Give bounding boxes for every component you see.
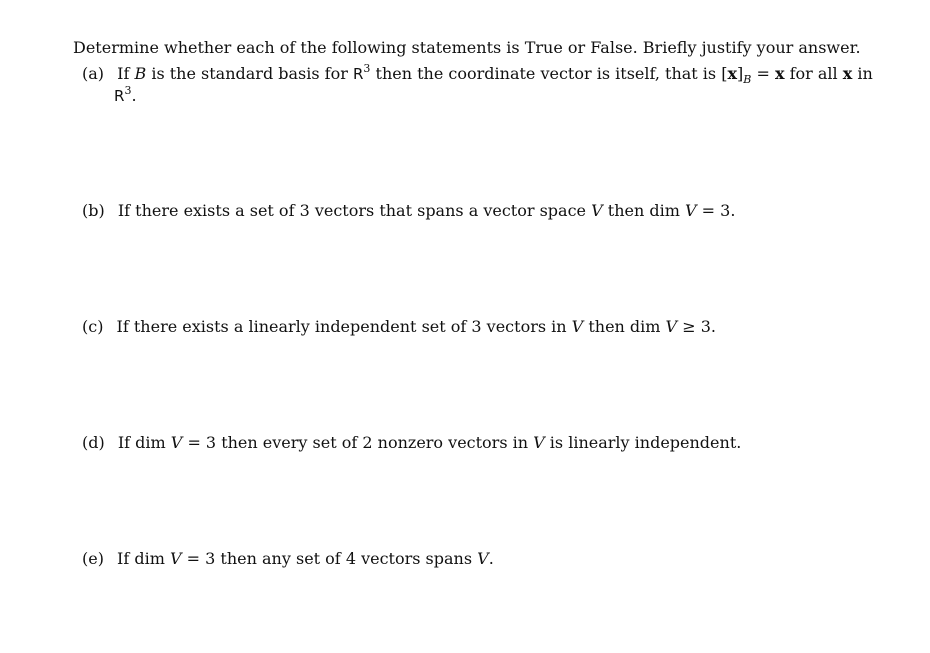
item-a-text-5: in xyxy=(857,64,873,83)
item-b-label: (b) xyxy=(82,201,105,220)
item-c-text-1: If there exists a linearly independent set of 3 vectors in xyxy=(116,317,567,336)
item-a-text-1: If xyxy=(117,64,130,83)
vector-x-symbol: x xyxy=(727,64,737,83)
vector-x-symbol: x xyxy=(774,64,785,83)
instructions-text: Determine whether each of the following statements is True or False. Briefly justify your answer. xyxy=(73,38,861,57)
space-v-symbol: V xyxy=(684,201,697,220)
item-b-text-2: then dim xyxy=(607,201,680,220)
basis-subscript: B xyxy=(743,73,752,86)
item-d-text-1: If dim xyxy=(117,433,166,452)
item-e xyxy=(82,549,494,569)
item-e-text-2: = 3 then any set of 4 vectors spans xyxy=(186,549,473,568)
item-a-text-3: then the coordinate vector is itself, that is [ xyxy=(375,64,728,83)
space-v-symbol: V xyxy=(533,433,545,452)
item-b-text-1: If there exists a set of 3 vectors that spans a vector space xyxy=(117,201,587,220)
item-a-text-2: is the standard basis for xyxy=(151,64,348,83)
item-a xyxy=(82,64,873,84)
item-e-period: . xyxy=(488,549,494,568)
item-a-bracket-close: ] xyxy=(737,64,744,83)
item-d-label: (d) xyxy=(82,433,105,452)
item-e-label: (e) xyxy=(82,549,104,568)
item-b-text-3: = 3. xyxy=(701,201,736,220)
item-b xyxy=(82,201,735,221)
space-v-symbol: V xyxy=(477,549,489,568)
real-space-symbol: R xyxy=(352,65,364,83)
space-v-symbol: V xyxy=(665,317,678,336)
item-c-text-3: ≥ 3. xyxy=(682,317,716,336)
space-v-symbol: V xyxy=(591,201,603,220)
space-v-symbol: V xyxy=(170,549,182,568)
item-d-text-2: = 3 then every set of 2 nonzero vectors in xyxy=(187,433,529,452)
basis-symbol: B xyxy=(134,64,147,83)
item-e-text-1: If dim xyxy=(117,549,165,568)
item-d xyxy=(82,433,741,453)
item-c xyxy=(82,317,716,337)
vector-x-symbol: x xyxy=(842,64,853,83)
item-a-period: . xyxy=(131,86,137,105)
real-space-exponent: 3 xyxy=(363,62,371,75)
real-space-exponent: 3 xyxy=(124,84,132,97)
real-space-symbol: R xyxy=(114,87,125,105)
item-d-text-3: is linearly independent. xyxy=(549,433,742,452)
space-v-symbol: V xyxy=(170,433,183,452)
item-a-text-4: for all xyxy=(789,64,838,83)
item-c-label: (c) xyxy=(82,317,104,336)
item-a-label: (a) xyxy=(82,64,105,83)
item-a-continuation xyxy=(114,86,137,106)
item-c-text-2: then dim xyxy=(588,317,661,336)
equals-sign: = xyxy=(756,64,770,83)
space-v-symbol: V xyxy=(571,317,584,336)
